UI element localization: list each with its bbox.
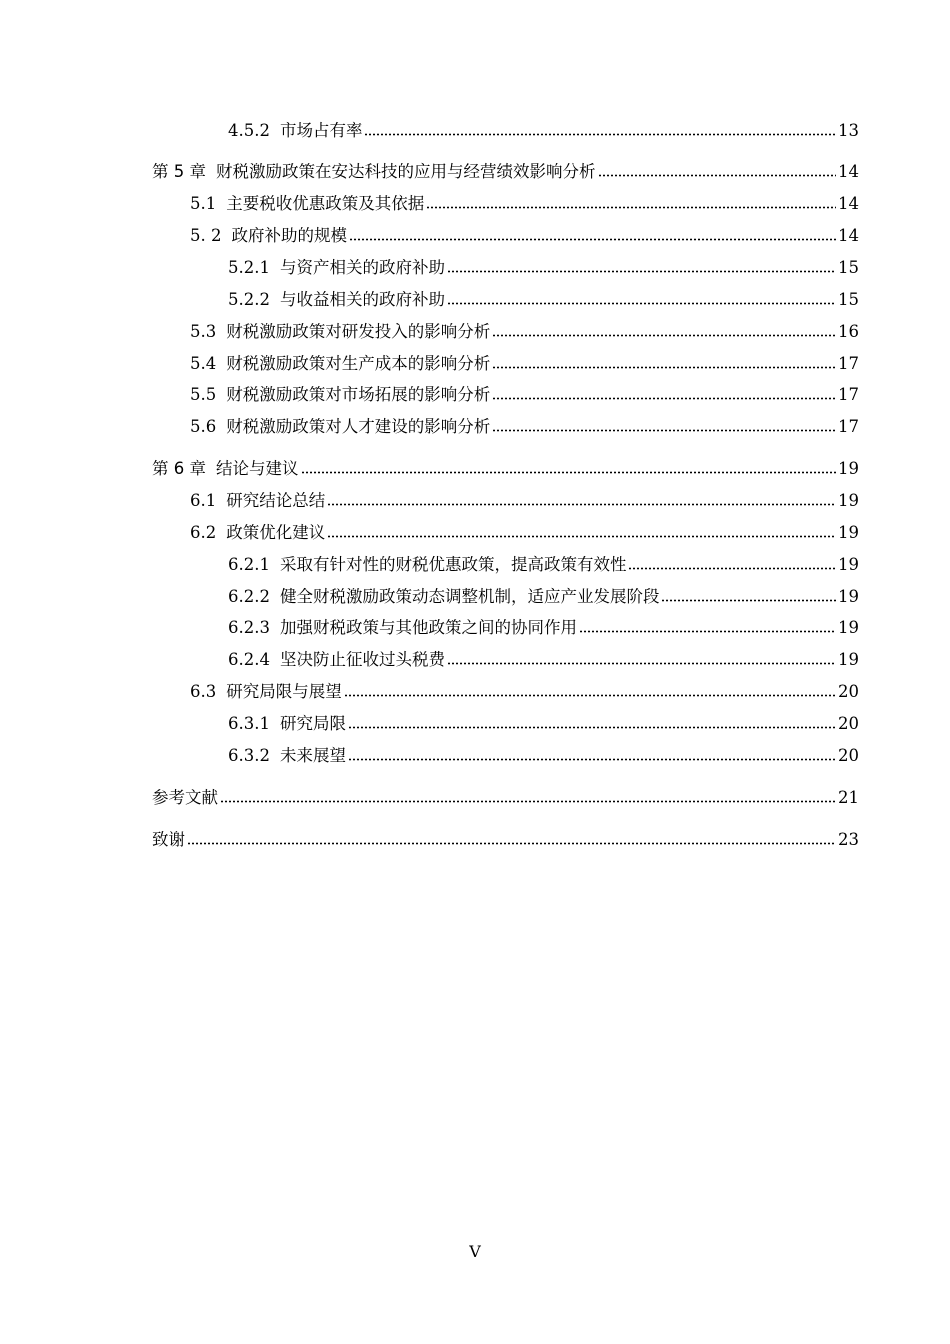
toc-entry-page: 14	[838, 162, 859, 181]
toc-entry[interactable]	[190, 320, 859, 344]
toc-entry[interactable]	[228, 288, 859, 312]
dot-leader	[364, 131, 836, 137]
toc-entry-title: 政府补助的规模	[231, 226, 347, 245]
toc-entry-page: 20	[838, 682, 859, 701]
toc-entry[interactable]	[190, 521, 859, 545]
toc-entry-title: 研究局限与展望	[226, 682, 342, 701]
toc-entry-page: 19	[838, 650, 859, 669]
toc-entry-title: 财税激励政策对人才建设的影响分析	[226, 417, 491, 436]
toc-entry-page: 19	[838, 587, 859, 606]
toc-entry-title: 财税激励政策对市场拓展的影响分析	[226, 385, 491, 404]
toc-entry-page: 14	[838, 226, 859, 245]
toc-entry-title: 政策优化建议	[226, 523, 326, 542]
toc-entry-number: 5.5	[190, 385, 217, 404]
toc-entry-title: 主要税收优惠政策及其依据	[226, 194, 425, 213]
toc-entry-title: 财税激励政策对研发投入的影响分析	[226, 322, 491, 341]
toc-entry[interactable]	[190, 224, 859, 248]
toc-entry-title: 与收益相关的政府补助	[279, 290, 445, 309]
toc-entry-number: 6.2.4	[228, 650, 270, 669]
dot-leader	[492, 395, 836, 401]
dot-leader	[348, 756, 836, 762]
dot-leader	[327, 501, 836, 507]
toc-entry-title: 研究结论总结	[226, 491, 326, 510]
dot-leader	[349, 236, 836, 242]
page-number: V	[469, 1242, 481, 1261]
toc-entry-number: 6.3.1	[228, 714, 270, 733]
toc-entry[interactable]	[190, 352, 859, 376]
toc-entry[interactable]	[228, 616, 859, 640]
toc-entry-number: 6.1	[190, 491, 217, 510]
toc-entry-number: 6.3.2	[228, 746, 270, 765]
toc-entry-page: 23	[838, 830, 859, 849]
toc-entry-number: 4.5.2	[228, 121, 270, 140]
toc-entry[interactable]	[228, 712, 859, 736]
toc-entry-title: 采取有针对性的财税优惠政策，提高政策有效性	[279, 555, 627, 574]
toc-entry-number: 5.3	[190, 322, 217, 341]
dot-leader	[327, 533, 836, 539]
toc-entry[interactable]	[152, 160, 859, 184]
toc-entry[interactable]	[152, 828, 859, 852]
dot-leader	[344, 692, 836, 698]
toc-entry-page: 20	[838, 746, 859, 765]
toc-entry-page: 17	[838, 385, 859, 404]
toc-entry-page: 17	[838, 354, 859, 373]
toc-entry-page: 21	[838, 788, 859, 807]
toc-entry-page: 19	[838, 523, 859, 542]
dot-leader	[187, 840, 836, 846]
toc-entry-page: 15	[838, 258, 859, 277]
toc-entry[interactable]	[152, 457, 859, 481]
toc-entry-page: 19	[838, 618, 859, 637]
toc-entry-title: 参考文献	[152, 788, 218, 807]
dot-leader	[579, 628, 836, 634]
toc-entry-number: 6.2.3	[228, 618, 270, 637]
toc-entry-title: 结论与建议	[216, 459, 299, 478]
toc-entry[interactable]	[190, 489, 859, 513]
toc-entry-title: 市场占有率	[279, 121, 363, 140]
dot-leader	[447, 300, 836, 306]
toc-entry-number: 5. 2	[190, 226, 222, 245]
dot-leader	[447, 660, 836, 666]
toc-entry-page: 16	[838, 322, 859, 341]
dot-leader	[492, 332, 836, 338]
toc-entry-number: 5.2.1	[228, 258, 270, 277]
toc-entry-page: 14	[838, 194, 859, 213]
toc-entry[interactable]	[228, 585, 859, 609]
toc-entry-number: 第 6 章	[152, 459, 206, 478]
toc-entry[interactable]	[190, 415, 859, 439]
toc-entry-number: 6.2	[190, 523, 217, 542]
toc-entry-page: 19	[838, 491, 859, 510]
toc-entry-number: 5.4	[190, 354, 217, 373]
dot-leader	[492, 427, 836, 433]
dot-leader	[220, 798, 836, 804]
toc-entry-page: 15	[838, 290, 859, 309]
toc-entry-number: 6.2.2	[228, 587, 270, 606]
toc-entry[interactable]	[190, 192, 859, 216]
dot-leader	[661, 597, 836, 603]
toc-entry-number: 5.2.2	[228, 290, 270, 309]
toc-entry-number: 5.6	[190, 417, 217, 436]
dot-leader	[447, 268, 836, 274]
dot-leader	[492, 364, 836, 370]
toc-entry[interactable]	[190, 680, 859, 704]
toc-entry-page: 13	[838, 121, 859, 140]
toc-entry-number: 5.1	[190, 194, 217, 213]
toc-entry-title: 财税激励政策对生产成本的影响分析	[226, 354, 491, 373]
toc-entry-title: 加强财税政策与其他政策之间的协同作用	[279, 618, 577, 637]
dot-leader	[598, 172, 837, 178]
toc-entry-page: 20	[838, 714, 859, 733]
toc-entry[interactable]	[228, 648, 859, 672]
toc-entry-number: 第 5 章	[152, 162, 206, 181]
dot-leader	[348, 724, 836, 730]
toc-entry[interactable]	[228, 256, 859, 280]
toc-entry-title: 研究局限	[279, 714, 346, 733]
toc-entry[interactable]	[228, 119, 859, 143]
toc-entry-page: 19	[838, 555, 859, 574]
toc-entry-number: 6.3	[190, 682, 217, 701]
toc-entry[interactable]	[152, 786, 859, 810]
dot-leader	[628, 565, 836, 571]
toc-entry-title: 坚决防止征收过头税费	[279, 650, 445, 669]
toc-entry-number: 6.2.1	[228, 555, 270, 574]
toc-entry[interactable]	[228, 553, 859, 577]
toc-entry-title: 健全财税激励政策动态调整机制，适应产业发展阶段	[279, 587, 660, 606]
dot-leader	[426, 204, 836, 210]
toc-entry[interactable]	[228, 744, 859, 768]
toc-entry-title: 与资产相关的政府补助	[279, 258, 445, 277]
toc-entry-title: 财税激励政策在安达科技的应用与经营绩效影响分析	[216, 162, 596, 181]
toc-entry-page: 19	[838, 459, 859, 478]
dot-leader	[301, 469, 837, 475]
toc-entry-title: 致谢	[152, 830, 185, 849]
toc-entry-title: 未来展望	[279, 746, 346, 765]
toc-entry[interactable]	[190, 383, 859, 407]
toc-entry-page: 17	[838, 417, 859, 436]
